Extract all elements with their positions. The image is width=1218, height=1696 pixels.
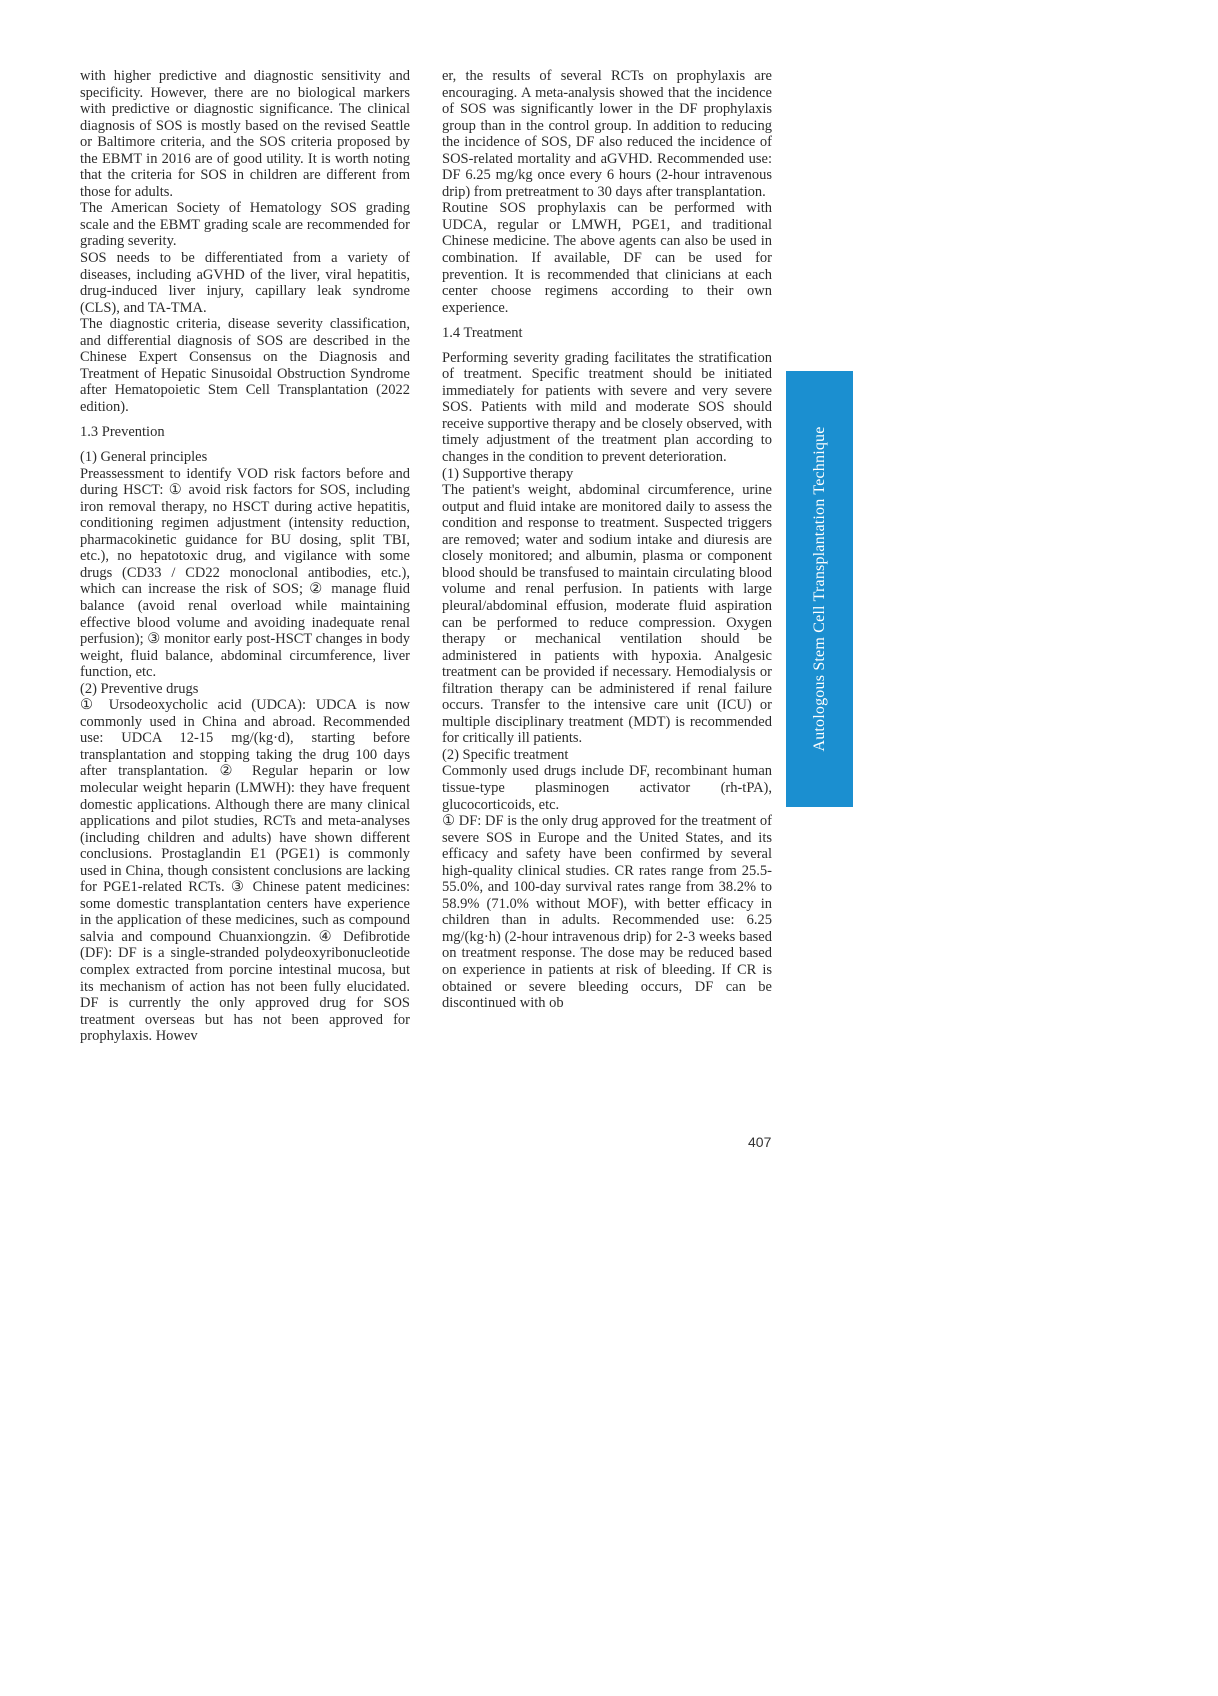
- page-number: 407: [748, 1134, 772, 1150]
- paragraph: ① DF: DF is the only drug approved for the treatment of severe SOS in Europe and the United States, and its efficacy and safety have been confirmed by several high-quality clinical studies. CR rates range from 25.5-55.0%, and 100-day survival rates range from 38.2% to 58.9% (71.0% without MOF), with better efficacy in children than in adults. Recommended use: 6.25 mg/(kg·h) (2-hour intravenous drip) for 2-3 weeks based on treatment response. The dose may be reduced based on experience in patients at risk of bleeding. If CR is obtained or severe bleeding occurs, DF can be discontinued with ob: [442, 813, 772, 1012]
- paragraph: Routine SOS prophylaxis can be performed with UDCA, regular or LMWH, PGE1, and traditional Chinese medicine. The above agents can also be used in combination. If available, DF can be used for prevention. It is recommended that clinicians at each center choose regimens according to their own experience.: [442, 200, 772, 316]
- paragraph: with higher predictive and diagnostic sensitivity and specificity. However, there are no biological markers with predictive or diagnostic significance. The clinical diagnosis of SOS is mostly based on the revised Seattle or Baltimore criteria, and the SOS criteria proposed by the EBMT in 2016 are of good utility. It is worth noting that the criteria for SOS in children are different from those for adults.: [80, 68, 410, 200]
- paragraph: Performing severity grading facilitates the stratification of treatment. Specific treatment should be initiated immediately for patients with severe and very severe SOS. Patients with mild and moderate SOS should receive supportive therapy and be closely observed, with timely adjustment of the treatment plan according to changes in the condition to prevent deterioration.: [442, 349, 772, 466]
- section-heading-prevention: 1.3 Prevention: [80, 424, 165, 441]
- paragraph: Preassessment to identify VOD risk factors before and during HSCT: ① avoid risk factors for SOS, including iron removal therapy, no HSCT during active hepatitis, conditioning regimen adjustment (intensity reduction, pharmacokinetic guidance for BU dosing, split TBI, etc.), no hepatotoxic drug, and vigilance with some drugs (CD33 / CD22 monoclonal antibodies, etc.), which can increase the risk of SOS; ② manage fluid balance (avoid renal overload while maintaining effective blood volume and avoiding inadequate renal perfusion); ③ monitor early post-HSCT changes in body weight, fluid balance, abdominal circumference, liver function, etc.: [80, 465, 410, 681]
- paragraph: ① Ursodeoxycholic acid (UDCA): UDCA is now commonly used in China and abroad. Recommended use: UDCA 12-15 mg/(kg·d), starting before transplantation and stopping taking the drug 100 days after transplantation. ② Regular heparin or low molecular weight heparin (LMWH): they have frequent domestic applications. Although there are many clinical applications and pilot studies, RCTs and meta-analyses (including children and adults) have shown different conclusions. Prostaglandin E1 (PGE1) is commonly used in China, though consistent conclusions are lacking for PGE1-related RCTs. ③ Chinese patent medicines: some domestic transplantation centers have experience in the application of these medicines, such as compound salvia and compound Chuanxiongzin. ④ Defibrotide (DF): DF is a single-stranded polydeoxyribonucleotide complex extracted from porcine intestinal mucosa, but its mechanism of action has not been fully elucidated. DF is currently the only approved drug for SOS treatment overseas but has not been approved for prophylaxis. Howev: [80, 697, 410, 1045]
- left-column: [80, 68, 410, 1045]
- paragraph: The American Society of Hematology SOS grading scale and the EBMT grading scale are recommended for grading severity.: [80, 200, 410, 250]
- chapter-side-tab-label: Autologous Stem Cell Transplantation Technique: [810, 426, 828, 752]
- paragraph: SOS needs to be differentiated from a variety of diseases, including aGVHD of the liver, viral hepatitis, drug-induced liver injury, capillary leak syndrome (CLS), and TA-TMA.: [80, 250, 410, 316]
- subheading-supportive-therapy: (1) Supportive therapy: [442, 465, 574, 482]
- subheading-general-principles: (1) General principles: [80, 449, 208, 466]
- subheading-preventive-drugs: (2) Preventive drugs: [80, 680, 199, 697]
- paragraph: er, the results of several RCTs on prophylaxis are encouraging. A meta-analysis showed that the incidence of SOS was significantly lower in the DF prophylaxis group than in the control group. In addition to reducing the incidence of SOS, DF also reduced the incidence of SOS-related mortality and aGVHD. Recommended use: DF 6.25 mg/kg once every 6 hours (2-hour intravenous drip) from pretreatment to 30 days after transplantation.: [442, 68, 772, 200]
- right-column: [442, 68, 772, 1012]
- section-heading-treatment: 1.4 Treatment: [442, 325, 523, 342]
- paragraph: Commonly used drugs include DF, recombinant human tissue-type plasminogen activator (rh-tPA), glucocorticoids, etc.: [442, 763, 772, 813]
- chapter-side-tab: [786, 371, 853, 807]
- paragraph: The diagnostic criteria, disease severity classification, and differential diagnosis of SOS are described in the Chinese Expert Consensus on the Diagnosis and Treatment of Hepatic Sinusoidal Obstruction Syndrome after Hematopoietic Stem Cell Transplantation (2022 edition).: [80, 316, 410, 415]
- subheading-specific-treatment: (2) Specific treatment: [442, 746, 569, 763]
- paragraph: The patient's weight, abdominal circumference, urine output and fluid intake are monitored daily to assess the condition and response to treatment. Suspected triggers are removed; water and sodium intake and diuresis are closely monitored; and albumin, plasma or component blood should be transfused to maintain circulating blood volume and renal perfusion. In patients with large pleural/abdominal effusion, moderate fluid aspiration can be performed to reduce compression. Oxygen therapy or mechanical ventilation should be administered in patients with hypoxia. Analgesic treatment can be provided if necessary. Hemodialysis or filtration therapy can be administered if renal failure occurs. Transfer to the intensive care unit (ICU) or multiple disciplinary treatment (MDT) is recommended for critically ill patients.: [442, 482, 772, 747]
